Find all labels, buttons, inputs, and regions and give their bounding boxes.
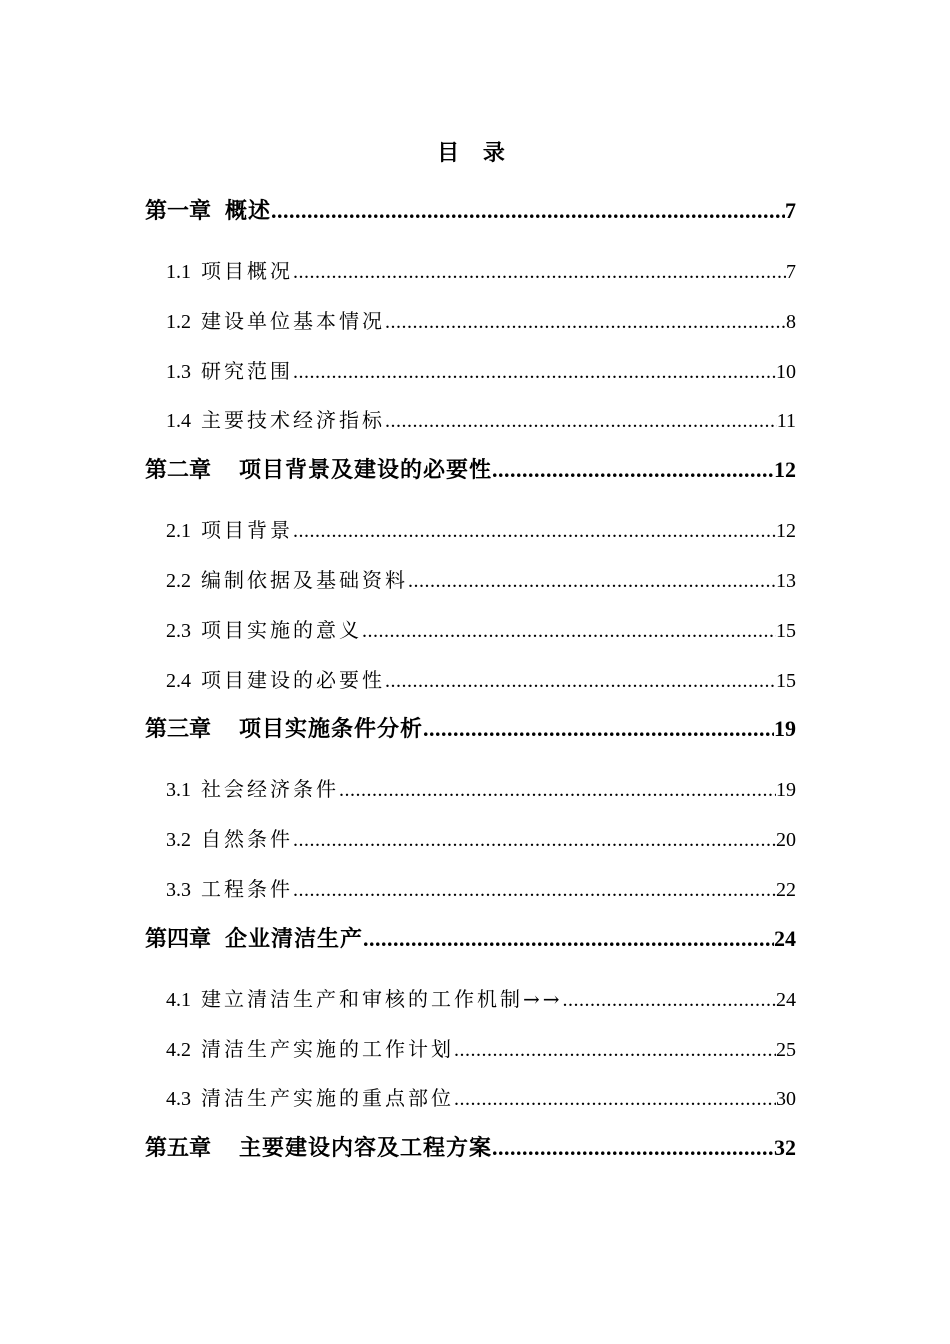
toc-dot-leader [293, 511, 776, 550]
toc-entry-number: 1.3 [166, 360, 191, 383]
toc-entry-label: 清洁生产实施的重点部位 [201, 1086, 454, 1111]
toc-chapter-entry[interactable] [145, 451, 796, 511]
toc-entry-label: 企业清洁生产 [225, 925, 364, 952]
toc-dot-leader [293, 820, 776, 859]
toc-entry-label: 项目实施条件分析 [239, 716, 424, 743]
toc-section-entry[interactable] [145, 870, 796, 920]
toc-page-number: 32 [774, 1135, 796, 1161]
toc-page-number: 13 [776, 569, 796, 592]
toc-page-number: 15 [776, 619, 796, 642]
toc-entry-number: 3.2 [166, 829, 191, 852]
toc-dot-leader [293, 352, 776, 391]
toc-entry-number: 3.3 [166, 878, 191, 901]
toc-dot-leader [293, 870, 776, 909]
toc-section-entry[interactable] [145, 561, 796, 611]
toc-entry-number: 1.4 [166, 410, 191, 433]
toc-entry-number: 2.2 [166, 569, 191, 592]
toc-section-entry[interactable] [145, 611, 796, 661]
toc-page-number: 19 [774, 716, 796, 742]
toc-dot-leader [339, 770, 776, 809]
toc-section-entry[interactable] [145, 1030, 796, 1080]
toc-chapter-entry[interactable] [145, 1129, 796, 1189]
toc-section-entry[interactable] [145, 511, 796, 561]
toc-entry-label: 项目建设的必要性 [201, 667, 385, 692]
toc-entry-label: 自然条件 [201, 827, 293, 852]
toc-entry-label: 工程条件 [201, 876, 293, 901]
toc-page-number: 20 [776, 829, 796, 852]
toc-dot-leader [563, 980, 776, 1019]
toc-dot-leader [293, 252, 786, 291]
toc-entry-label: 项目背景 [201, 518, 293, 543]
toc-entry-label: 研究范围 [201, 358, 293, 383]
toc-section-entry[interactable] [145, 1079, 796, 1129]
toc-chapter-entry[interactable] [145, 192, 796, 252]
toc-dot-leader [362, 611, 776, 650]
toc-section-entry[interactable] [145, 770, 796, 820]
toc-section-entry[interactable] [145, 401, 796, 451]
toc-page-number: 8 [786, 310, 796, 333]
toc-entry-label: 清洁生产实施的工作计划 [201, 1036, 454, 1061]
toc-dot-leader [492, 451, 774, 489]
toc-dot-leader [385, 661, 776, 700]
toc-entry-number: 2.1 [166, 520, 191, 543]
toc-entry-label: 社会经济条件 [201, 777, 339, 802]
toc-page-number: 30 [776, 1088, 796, 1111]
toc-entry-label: 项目概况 [201, 259, 293, 283]
toc-page-number: 7 [785, 198, 796, 223]
toc-page-number: 15 [776, 669, 796, 692]
toc-entry-label: 建立清洁生产和审核的工作机制→→ [201, 986, 563, 1011]
toc-chapter-entry[interactable] [145, 710, 796, 770]
toc-entry-label: 建设单位基本情况 [201, 308, 385, 333]
toc-page-number: 11 [776, 410, 796, 433]
toc-entry-label: 主要建设内容及工程方案 [239, 1135, 493, 1162]
toc-list [145, 192, 796, 1189]
toc-section-entry[interactable] [145, 820, 796, 870]
toc-section-entry[interactable] [145, 661, 796, 711]
toc-entry-number: 2.3 [166, 619, 191, 642]
toc-section-entry[interactable] [145, 352, 796, 402]
toc-entry-number: 2.4 [166, 669, 191, 692]
toc-dot-leader [363, 920, 774, 958]
toc-entry-label: 概述 [225, 198, 272, 224]
toc-dot-leader [454, 1030, 776, 1069]
toc-page-number: 22 [776, 878, 796, 901]
toc-entry-number: 第五章 [145, 1135, 212, 1162]
toc-entry-number: 第二章 [145, 457, 212, 484]
toc-page-number: 24 [776, 988, 796, 1011]
toc-page-number: 12 [776, 520, 796, 543]
toc-dot-leader [423, 710, 774, 748]
toc-page-number: 10 [776, 360, 796, 383]
toc-page-number: 12 [774, 457, 796, 483]
toc-page-number: 19 [776, 779, 796, 802]
toc-page-number: 7 [786, 261, 796, 283]
toc-entry-number: 4.1 [166, 988, 191, 1011]
toc-section-entry[interactable] [145, 252, 796, 302]
toc-entry-label: 项目实施的意义 [201, 617, 362, 642]
toc-entry-number: 第一章 [145, 198, 212, 224]
toc-entry-number: 4.2 [166, 1038, 191, 1061]
toc-entry-number: 1.2 [166, 310, 191, 333]
toc-dot-leader [385, 401, 777, 440]
toc-page-number: 25 [776, 1038, 796, 1061]
toc-dot-leader [492, 1129, 774, 1167]
toc-entry-number: 3.1 [166, 779, 191, 802]
toc-entry-label: 主要技术经济指标 [201, 408, 385, 433]
toc-chapter-entry[interactable] [145, 920, 796, 980]
toc-entry-number: 1.1 [166, 261, 191, 283]
toc-entry-label: 编制依据及基础资料 [201, 567, 408, 592]
toc-entry-number: 第四章 [145, 925, 212, 952]
toc-title: 目 录 [437, 140, 513, 166]
toc-dot-leader [271, 192, 785, 230]
toc-entry-number: 4.3 [166, 1088, 191, 1111]
toc-section-entry[interactable] [145, 302, 796, 352]
toc-dot-leader [408, 561, 776, 600]
toc-entry-label: 项目背景及建设的必要性 [239, 457, 493, 484]
toc-dot-leader [454, 1079, 776, 1118]
toc-entry-number: 第三章 [145, 716, 212, 743]
toc-section-entry[interactable] [145, 980, 796, 1030]
toc-page-number: 24 [774, 925, 796, 951]
toc-dot-leader [385, 302, 786, 341]
